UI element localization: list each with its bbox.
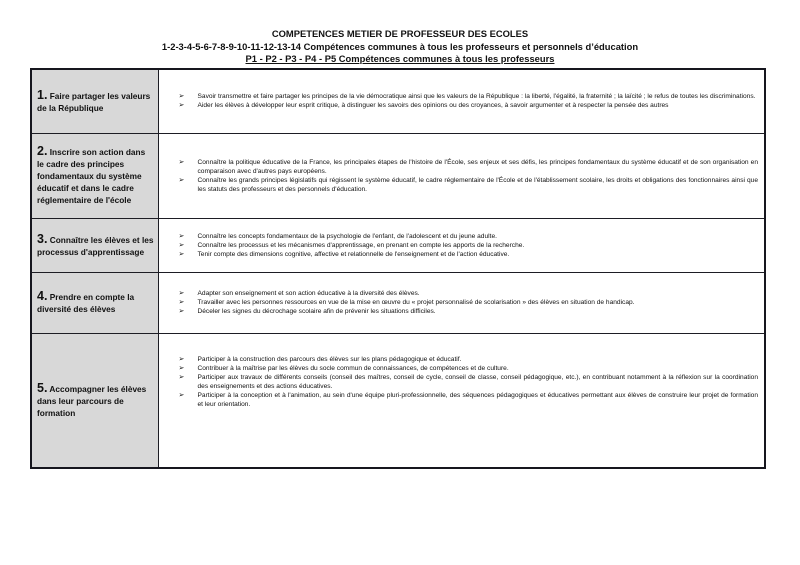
competence-title: Accompagner les élèves dans leur parcours de formation <box>37 383 147 418</box>
competence-title: Prendre en compte la diversité des élèves <box>37 292 135 314</box>
competence-item-text: Aider les élèves à développer leur esprit critique, à distinguer les savoirs des opinions ou des croyances, à savoir argumenter et à respecter la pensée des autres <box>197 102 669 110</box>
competence-row <box>31 218 765 272</box>
arrow-bullet-icon: ➢ <box>178 364 185 372</box>
competence-number: 4. <box>37 289 48 303</box>
competence-item <box>179 298 759 307</box>
arrow-bullet-icon: ➢ <box>178 232 185 240</box>
arrow-bullet-icon: ➢ <box>178 158 185 166</box>
competence-item-text: Contribuer à la maîtrise par les élèves du socle commun de connaissances, de compétences et de culture. <box>197 364 509 372</box>
competence-item-list <box>179 158 759 194</box>
competence-item-text: Connaître la politique éducative de la France, les principales étapes de l'histoire de l'École, ses enjeux et ses défis, les principes fondamentaux du système éducatif et de son organisation en comparaison avec d'autres pays européens. <box>197 158 758 175</box>
arrow-bullet-icon: ➢ <box>178 391 185 399</box>
competence-item <box>179 289 759 298</box>
competence-title: Inscrire son action dans le cadre des principes fondamentaux du système éducatif et dans le cadre réglementaire de l'école <box>37 147 146 205</box>
competence-item <box>179 176 759 194</box>
competence-item <box>179 391 759 409</box>
competence-item-list <box>179 232 759 259</box>
competence-item-text: Participer aux travaux de différents conseils (conseil des maîtres, conseil de cycle, conseil de classe, conseil pédagogique, etc.), en contribuant notamment à la réflexion sur la coordination des enseignements et des actions éducatives. <box>197 373 758 390</box>
competence-row <box>31 133 765 218</box>
arrow-bullet-icon: ➢ <box>178 241 185 249</box>
competence-item <box>179 241 759 250</box>
competence-details <box>158 272 765 333</box>
competence-item-text: Adapter son enseignement et son action éducative à la diversité des élèves. <box>197 290 420 297</box>
competences-table <box>30 68 766 469</box>
competence-item-list <box>179 289 759 316</box>
arrow-bullet-icon: ➢ <box>178 308 185 315</box>
competence-item <box>179 158 759 176</box>
competence-details <box>158 333 765 468</box>
competence-item <box>179 232 759 241</box>
arrow-bullet-icon: ➢ <box>178 373 185 381</box>
competence-item-text: Tenir compte des dimensions cognitive, affective et relationnelle de l'enseignement et de l'action éducative. <box>197 250 510 258</box>
arrow-bullet-icon: ➢ <box>178 290 185 297</box>
competence-item <box>179 101 759 110</box>
competence-row <box>31 69 765 133</box>
competence-item <box>179 307 759 316</box>
competence-details <box>158 133 765 218</box>
competence-item-list <box>179 92 759 110</box>
competence-item-text: Connaître les grands principes législatifs qui régissent le système éducatif, le cadre réglementaire de l'École et de l'établissement scolaire, les droits et obligations des fonctionnaires ainsi que les statuts des professeurs et des personnels d'éducation. <box>197 176 758 193</box>
competence-item <box>179 364 759 373</box>
competence-item <box>179 250 759 259</box>
competence-row <box>31 333 765 468</box>
competence-row <box>31 272 765 333</box>
competence-label <box>31 133 158 218</box>
competence-item-text: Participer à la construction des parcours des élèves sur les plans pédagogique et éducatif. <box>197 355 462 363</box>
competence-item-list <box>179 355 759 409</box>
arrow-bullet-icon: ➢ <box>178 93 185 101</box>
competence-item <box>179 373 759 391</box>
arrow-bullet-icon: ➢ <box>178 102 185 110</box>
competence-number: 3. <box>37 231 48 246</box>
competence-item-text: Connaître les concepts fondamentaux de la psychologie de l'enfant, de l'adolescent et du jeune adulte. <box>197 232 497 240</box>
arrow-bullet-icon: ➢ <box>178 176 185 184</box>
competence-details <box>158 218 765 272</box>
competence-label <box>31 69 158 133</box>
competence-number: 5. <box>37 380 48 395</box>
competence-label <box>31 218 158 272</box>
arrow-bullet-icon: ➢ <box>178 355 185 363</box>
competence-item-text: Déceler les signes du décrochage scolaire afin de prévenir les situations difficiles. <box>197 308 436 315</box>
arrow-bullet-icon: ➢ <box>178 250 185 258</box>
arrow-bullet-icon: ➢ <box>178 299 185 306</box>
competence-item-text: Travailler avec les personnes ressources en vue de la mise en œuvre du « projet personnalisé de scolarisation » des élèves en situation de handicap. <box>197 299 635 306</box>
competence-title: Faire partager les valeurs de la République <box>37 90 151 113</box>
competence-number: 2. <box>37 144 48 158</box>
header-subtitle-common: 1-2-3-4-5-6-7-8-9-10-11-12-13-14 Compétences communes à tous les professeurs et personnels d’éducation <box>161 40 639 52</box>
document-header <box>0 28 800 66</box>
competence-label <box>31 272 158 333</box>
competence-number: 1. <box>37 87 48 102</box>
competence-item <box>179 355 759 364</box>
header-subtitle-teachers: P1 - P2 - P3 - P4 - P5 Compétences communes à tous les professeurs <box>245 53 555 65</box>
competence-details <box>158 69 765 133</box>
competence-item-text: Savoir transmettre et faire partager les principes de la vie démocratique ainsi que les valeurs de la République : la liberté, l'égalité, la fraternité ; la laïcité ; le refus de toutes les discriminations. <box>197 93 756 101</box>
competence-item-text: Participer à la conception et à l'animation, au sein d'une équipe pluri-professionnelle, des séquences pédagogiques et éducatives permettant aux élèves de construire leur projet de formation et leur orientation. <box>197 391 758 408</box>
competence-title: Connaître les élèves et les processus d'apprentissage <box>37 234 154 257</box>
document-title: COMPETENCES METIER DE PROFESSEUR DES ECOLES <box>271 28 529 39</box>
competence-label <box>31 333 158 468</box>
competence-item-text: Connaître les processus et les mécanismes d'apprentissage, en prenant en compte les apports de la recherche. <box>197 241 525 249</box>
competence-item <box>179 92 759 101</box>
